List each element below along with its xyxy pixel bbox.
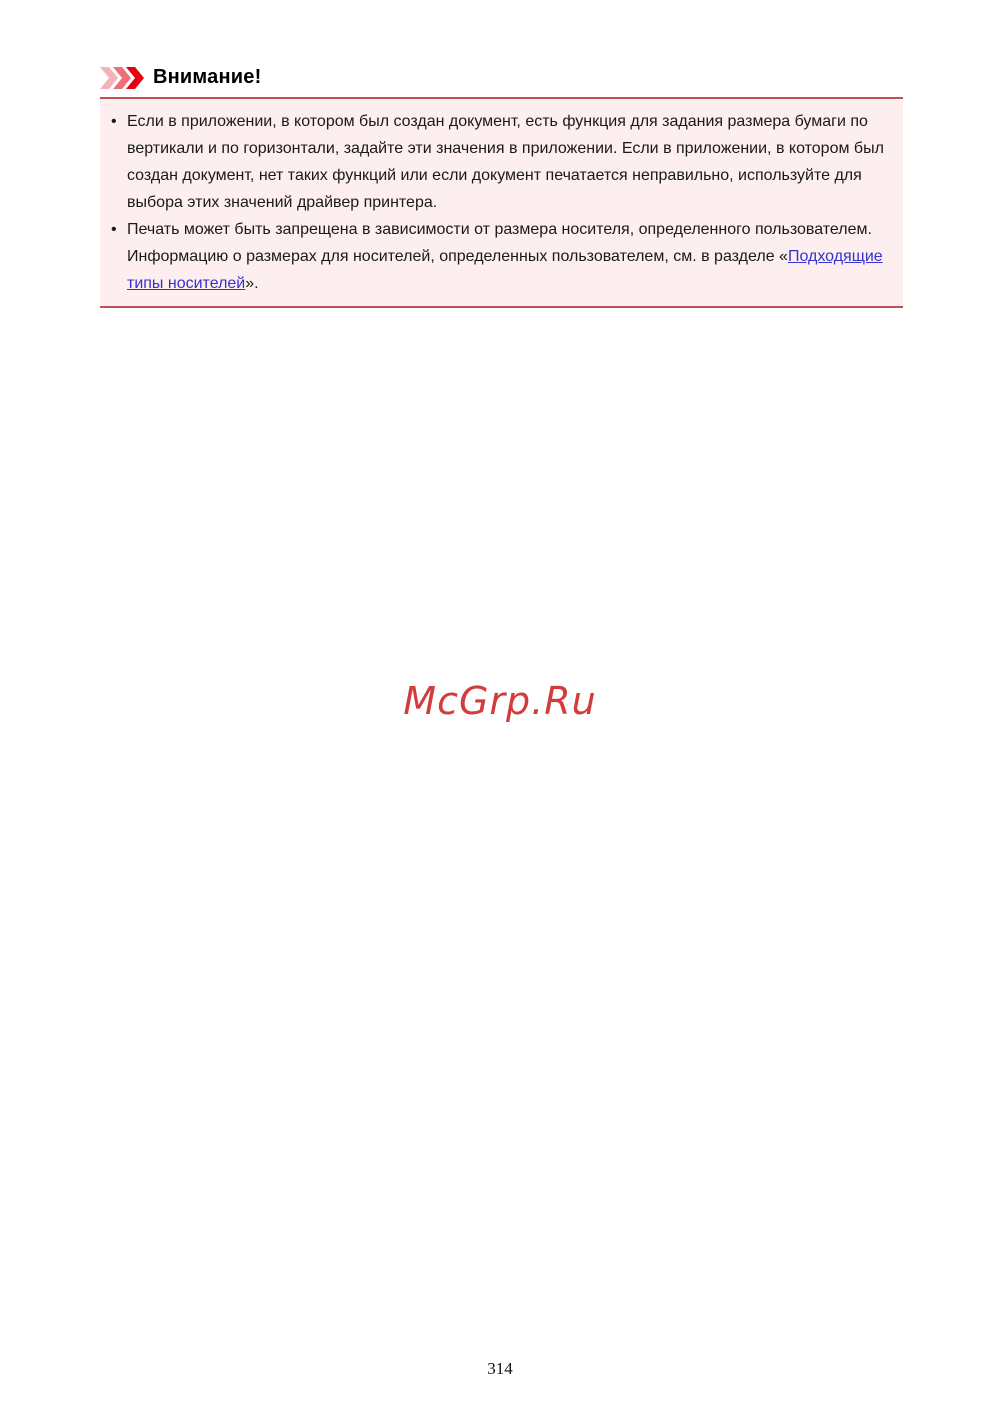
list-item <box>100 216 889 297</box>
triple-chevron-icon <box>100 67 144 89</box>
suitable-media-types-link[interactable]: Подходящие типы носителей <box>127 248 883 292</box>
chevron-1 <box>100 67 118 89</box>
attention-list <box>100 108 889 297</box>
bullet-note <box>127 243 889 297</box>
note-prefix: Информацию о размерах для носителей, определенных пользователем, см. в разделе « <box>127 248 788 265</box>
list-item <box>100 108 889 216</box>
attention-header <box>100 66 903 89</box>
note-suffix: ». <box>245 275 259 292</box>
page-number: 314 <box>487 1359 513 1378</box>
bullet-text: • Печать может быть запрещена в зависимости от размера носителя, определенного пользователем. <box>127 221 872 238</box>
attention-title: Внимание! <box>153 66 262 88</box>
watermark: McGrp.Ru <box>403 679 597 723</box>
attention-box <box>100 97 903 308</box>
bullet-text: Если в приложении, в котором был создан документ, есть функция для задания размера бумаги по вертикали и по горизонтали, задайте эти значения в приложении. Если в приложении, в котором был создан документ, нет таких функций или если документ печатается неправильно, используйте для выбора этих значений драйвер принтера. <box>127 113 884 211</box>
attention-callout <box>100 66 903 308</box>
